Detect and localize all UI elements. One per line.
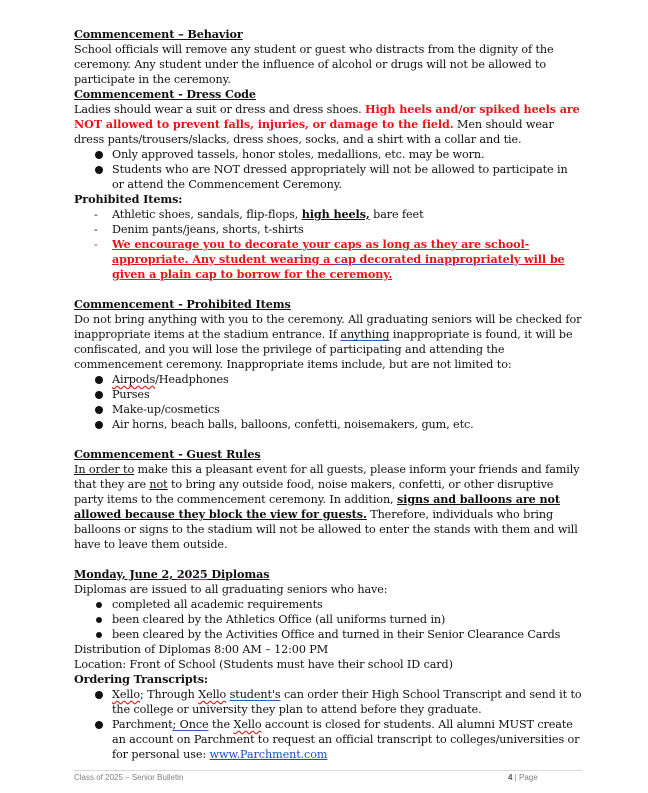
behavior-heading: Commencement – Behavior	[74, 27, 243, 41]
list-item-text: /Headphones	[155, 373, 229, 386]
list-item-text: the	[208, 718, 234, 731]
distribution-location: Location: Front of School (Students must have their school ID card)	[74, 658, 453, 671]
guest-rules-paragraph	[74, 462, 582, 552]
list-item: Make-up/cosmetics	[74, 402, 582, 417]
list-item: - Denim pants/jeans, shorts, t-shirts	[74, 222, 582, 237]
page-number: 4	[508, 773, 513, 782]
prohibited-paragraph	[74, 312, 582, 372]
list-item: Students who are NOT dressed appropriately will not be allowed to participate in or attend the Commencement Ceremony.	[74, 162, 582, 192]
parchment-link[interactable]: www.Parchment.com	[209, 748, 328, 761]
distribution-time: Distribution of Diplomas 8:00 AM – 12:00 PM	[74, 643, 329, 656]
list-item: Air horns, beach balls, balloons, confetti, noisemakers, gum, etc.	[74, 417, 582, 432]
list-item	[74, 207, 582, 222]
list-item-text: Xello	[112, 688, 140, 701]
cap-rule-text: cap decorated inappropriately	[334, 252, 521, 266]
ordering-transcripts-label: Ordering Transcripts:	[74, 672, 208, 686]
list-item-text: ; Once	[172, 718, 209, 731]
list-item-text: account is closed for students. All alumni MUST create an account on Parchment to request an official transcript to colleges/universities or for personal use:	[112, 718, 580, 761]
list-item	[74, 687, 582, 717]
heels-warning: High heels and/or spiked heels are NOT allowed to prevent falls, injuries, or damage to the field.	[74, 102, 580, 131]
heading-text: Monday, June 2,	[74, 567, 177, 581]
heading-text: 2025	[176, 567, 208, 581]
cap-rule-text: will be given a plain cap to borrow for the ceremony.	[112, 252, 565, 281]
list-item-text: bare feet	[369, 208, 424, 221]
list-item-text: Xello	[233, 718, 262, 731]
dress-code-heading: Commencement - Dress Code	[74, 87, 256, 101]
footer-title: Class of 2025 – Senior Bulletin	[74, 773, 184, 782]
list-item: been cleared by the Activities Office and turned in their Senior Clearance Cards	[74, 627, 582, 642]
list-item-text: student's	[229, 688, 281, 701]
list-item: Only approved tassels, honor stoles, medallions, etc. may be worn.	[74, 147, 582, 162]
prohibited-items-list	[74, 372, 582, 432]
dress-men-text: Men should wear dress pants/trousers/slacks, dress shoes, socks, and a shirt with a collar and tie.	[74, 118, 554, 146]
dress-code-paragraph	[74, 102, 582, 147]
page-footer	[74, 770, 582, 782]
document-page	[74, 27, 582, 762]
list-item-text: Airpods	[112, 373, 156, 386]
paragraph-text: Therefore, individuals who bring balloons or signs to the stadium will not be allowed to enter the stands with them and will have to leave them outside.	[74, 508, 578, 551]
diplomas-heading	[74, 567, 582, 582]
cap-decoration-rule	[74, 237, 582, 282]
paragraph-text: Do not bring anything with you to the ceremony. All graduating seniors will be checked for inappropriate items at the stadium entrance. If	[74, 313, 582, 341]
behavior-paragraph: School officials will remove any student or guest who distracts from the dignity of the ceremony. Any student under the influence of alcohol or drugs will not be allowed to participate in the ceremony.	[74, 43, 554, 86]
paragraph-text: to bring any outside food, noise makers, confetti, or other disruptive party items to the commencement ceremony. In addition,	[74, 478, 554, 506]
page-word: Page	[518, 773, 538, 782]
list-item-text: Xello	[198, 688, 227, 701]
paragraph-text: inappropriate is found, it will be confiscated, and you will lose the privilege of participating and attending the commencement ceremony. Inappropriate items include, but are not limited to:	[74, 328, 573, 371]
list-item: been cleared by the Athletics Office (all uniforms turned in)	[74, 612, 582, 627]
cap-rule-text: We encourage you to decorate your caps as long as they are school-appropriate. Any student wearing a	[112, 237, 530, 266]
heading-text: Diplomas	[207, 567, 270, 581]
prohibited-items-heading: Commencement - Prohibited Items	[74, 297, 291, 311]
transcripts-list	[74, 687, 582, 762]
anything-emphasis: anything	[340, 328, 390, 341]
balloons-warning: signs and balloons are not allowed because they block the view for guests.	[74, 492, 560, 521]
list-item-text: can order their High School Transcript and send it to the college or university they plan to attend before they graduate.	[112, 688, 582, 716]
paragraph-text: In order to	[74, 463, 135, 476]
diploma-requirements-list	[74, 597, 582, 642]
list-item-text: Athletic shoes, sandals, flip-flops,	[112, 208, 302, 221]
list-item	[74, 717, 582, 762]
paragraph-text: make this a pleasant event for all guests, please inform your friends and family that they are	[74, 463, 580, 491]
guest-rules-heading: Commencement - Guest Rules	[74, 447, 261, 461]
page-separator: |	[512, 773, 519, 782]
dress-code-bullets	[74, 147, 582, 192]
prohibited-items-label: Prohibited Items:	[74, 192, 183, 206]
list-item: Purses	[74, 387, 582, 402]
prohibited-dress-list	[74, 207, 582, 282]
list-item-text: ; Through	[139, 688, 199, 701]
not-emphasis: not	[149, 478, 168, 491]
diplomas-intro: Diplomas are issued to all graduating seniors who have:	[74, 583, 388, 596]
footer-page-number	[508, 773, 538, 782]
list-item	[74, 372, 582, 387]
list-item: completed all academic requirements	[74, 597, 582, 612]
high-heels-emphasis: high heels,	[301, 207, 370, 221]
dress-intro-text: Ladies should wear a suit or dress and dress shoes.	[74, 103, 366, 116]
list-item-text: Parchment	[112, 718, 173, 731]
